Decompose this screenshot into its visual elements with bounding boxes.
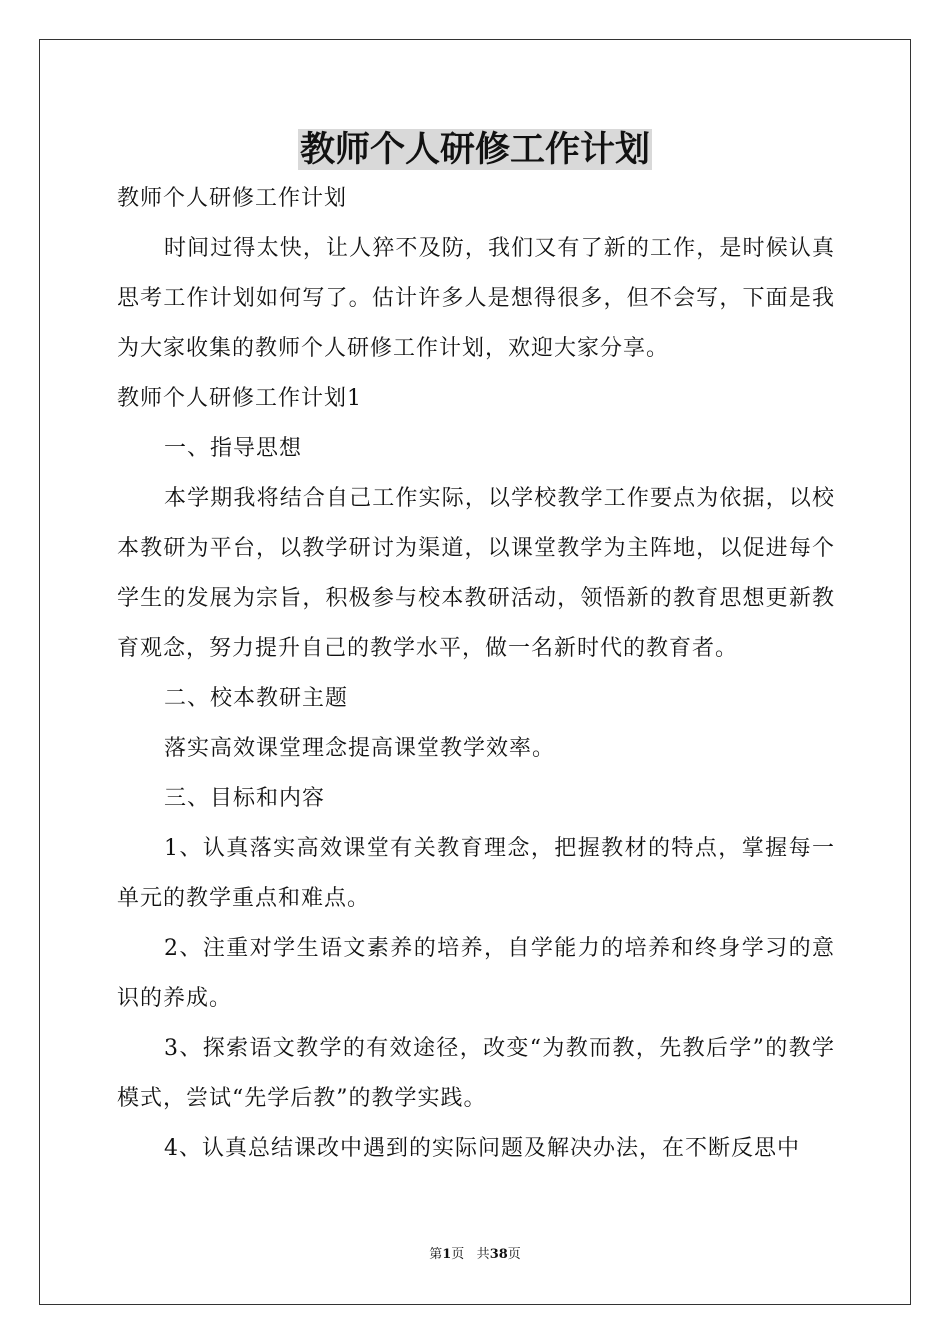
- heading-goals-content: 三、目标和内容: [164, 786, 326, 811]
- document-body: [117, 174, 835, 1174]
- total-suffix: 页: [507, 1247, 521, 1262]
- guiding-thought-paragraph: 本学期我将结合自己工作实际，以学校教学工作要点为依据，以校本教研为平台，以教学研讨为渠道，以课堂教学为主阵地，以促进每个学生的发展为宗旨，积极参与校本教研活动，领悟新的教育思想更新教育观念，努力提升自己的教学水平，做一名新时代的教育者。: [117, 486, 835, 661]
- total-prefix: 共: [476, 1247, 490, 1262]
- section-heading-plan-1: 教师个人研修工作计划1: [117, 386, 362, 411]
- goal-item-2: 2、注重对学生语文素养的培养，自学能力的培养和终身学习的意识的养成。: [117, 936, 835, 1011]
- research-theme-paragraph: 落实高效课堂理念提高课堂教学效率。: [164, 736, 556, 761]
- page-total-number: 38: [489, 1247, 508, 1262]
- page-current-number: 1: [442, 1247, 452, 1262]
- page-suffix: 页: [451, 1247, 465, 1262]
- document-title-text: 教师个人研修工作计划: [299, 129, 650, 170]
- heading-research-theme: 二、校本教研主题: [164, 686, 349, 711]
- goal-item-1: 1、认真落实高效课堂有关教育理念，把握教材的特点，掌握每一单元的教学重点和难点。: [117, 836, 835, 911]
- page-footer: [0, 1246, 950, 1264]
- page-prefix: 第: [429, 1247, 443, 1262]
- goal-item-4: 4、认真总结课改中遇到的实际问题及解决办法，在不断反思中: [164, 1136, 800, 1161]
- intro-paragraph: 时间过得太快，让人猝不及防，我们又有了新的工作，是时候认真思考工作计划如何写了。估计许多人是想得很多，但不会写，下面是我为大家收集的教师个人研修工作计划，欢迎大家分享。: [117, 236, 835, 361]
- heading-guiding-thought: 一、指导思想: [164, 436, 303, 461]
- document-title: [0, 125, 950, 175]
- goal-item-3: 3、探索语文教学的有效途径，改变“为教而教，先教后学”的教学模式，尝试“先学后教”的教学实践。: [117, 1036, 835, 1111]
- subtitle-paragraph: 教师个人研修工作计划: [117, 186, 348, 211]
